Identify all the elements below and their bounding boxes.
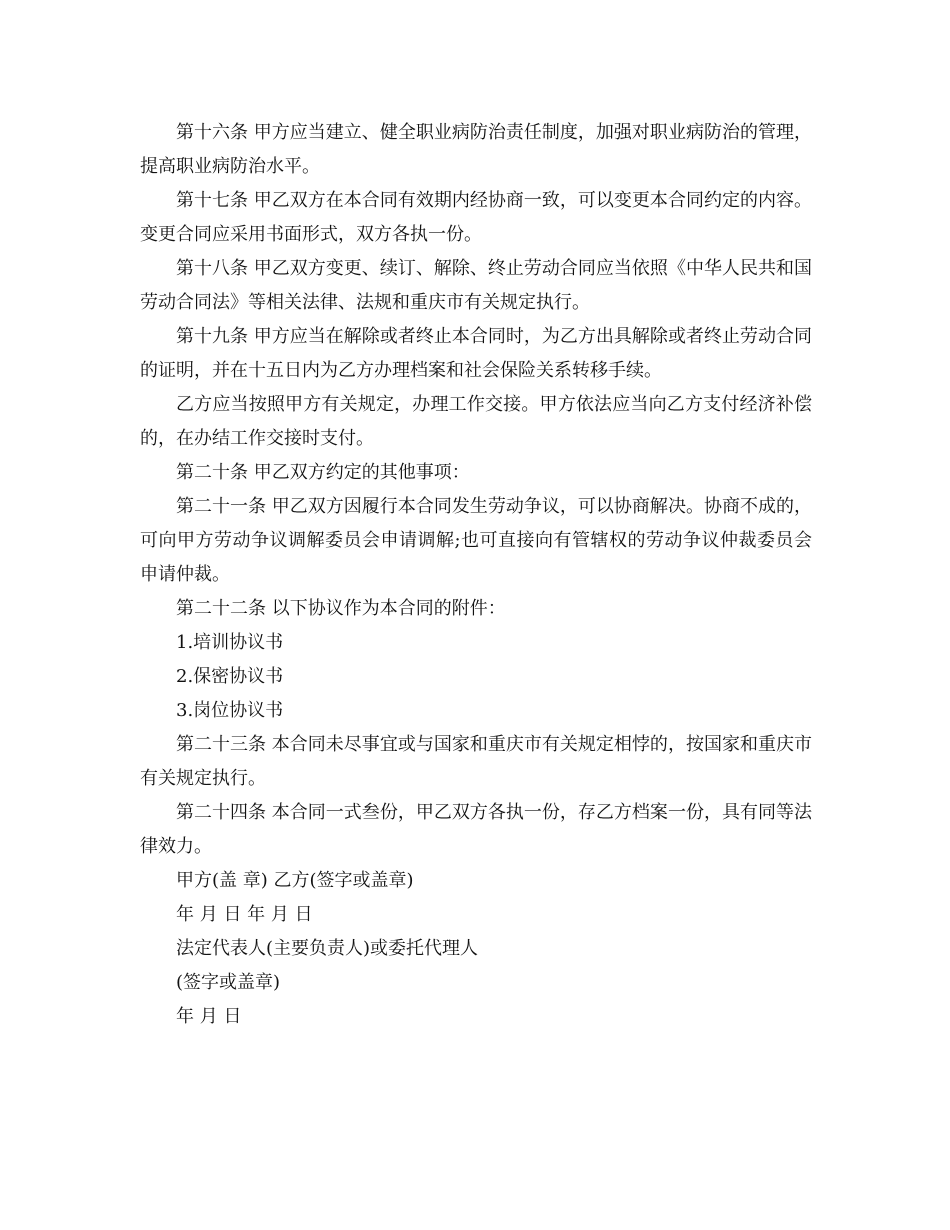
article-22: 第二十二条 以下协议作为本合同的附件： [176, 598, 506, 619]
attachment-item: 1.培训协议书 [176, 632, 284, 653]
article-23: 第二十三条 本合同未尽事宜或与国家和重庆市有关规定相悖的，按国家和重庆市有关规定执行。 [140, 734, 812, 789]
signature-date: 年 月 日 [176, 1006, 242, 1027]
contract-body [140, 116, 812, 1034]
article-19: 第十九条 甲方应当在解除或者终止本合同时，为乙方出具解除或者终止劳动合同的证明，并在十五日内为乙方办理档案和社会保险关系转移手续。 [140, 326, 812, 381]
handover-paragraph: 乙方应当按照甲方有关规定，办理工作交接。甲方依法应当向乙方支付经济补偿的，在办结工作交接时支付。 [140, 394, 812, 449]
article-16: 第十六条 甲方应当建立、健全职业病防治责任制度，加强对职业病防治的管理，提高职业病防治水平。 [140, 122, 812, 177]
article-21: 第二十一条 甲乙双方因履行本合同发生劳动争议，可以协商解决。协商不成的，可向甲方劳动争议调解委员会申请调解;也可直接向有管辖权的劳动争议仲裁委员会申请仲裁。 [140, 496, 812, 585]
article-18: 第十八条 甲乙双方变更、续订、解除、终止劳动合同应当依照《中华人民共和国劳动合同法》等相关法律、法规和重庆市有关规定执行。 [140, 258, 812, 313]
signature-parties: 甲方(盖 章) 乙方(签字或盖章) [176, 870, 414, 891]
signature-dates: 年 月 日 年 月 日 [176, 904, 313, 925]
article-24: 第二十四条 本合同一式叁份，甲乙双方各执一份，存乙方档案一份，具有同等法律效力。 [140, 802, 812, 857]
attachment-item: 2.保密协议书 [176, 666, 284, 687]
representative-label: 法定代表人(主要负责人)或委托代理人 [176, 938, 479, 959]
article-20: 第二十条 甲乙双方约定的其他事项： [176, 462, 470, 483]
article-17: 第十七条 甲乙双方在本合同有效期内经协商一致，可以变更本合同约定的内容。变更合同应采用书面形式，双方各执一份。 [140, 190, 812, 245]
attachment-item: 3.岗位协议书 [176, 700, 284, 721]
sign-or-seal-label: (签字或盖章) [176, 972, 281, 993]
